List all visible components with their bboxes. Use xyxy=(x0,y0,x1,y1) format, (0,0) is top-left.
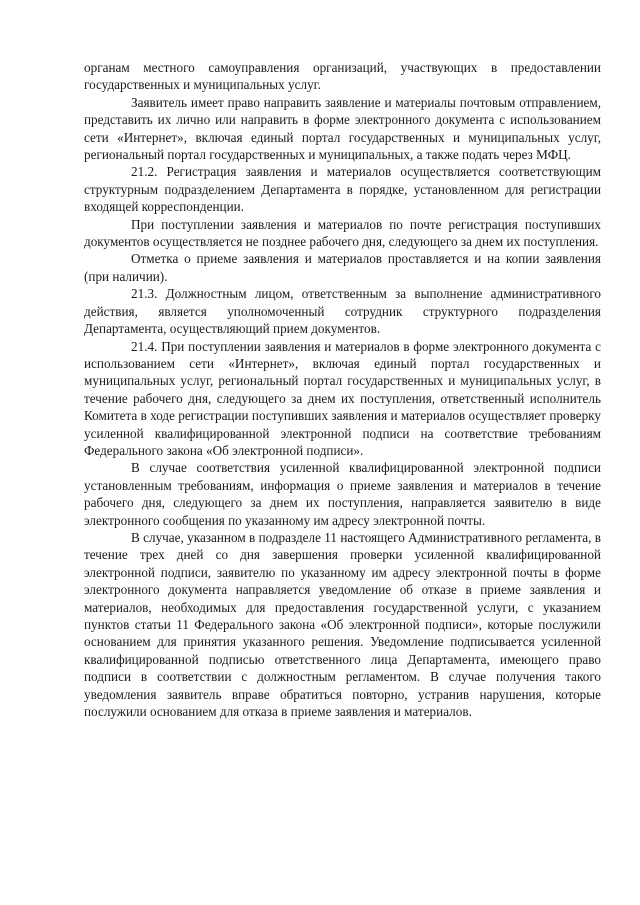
paragraph-receipt-mark: Отметка о приеме заявления и материалов проставляется и на копии заявления (при наличии). xyxy=(84,251,601,284)
document-page xyxy=(84,59,601,720)
paragraph-continuation: органам местного самоуправления организаций, участвующих в предоставлении государственных и муниципальных услуг. xyxy=(84,60,601,93)
paragraph-21-3-responsible: 21.3. Должностным лицом, ответственным за выполнение административного действия, является уполномоченный сотрудник структурного подразделения Департамента, осуществляющий прием документов. xyxy=(84,286,601,337)
paragraph-applicant-rights: Заявитель имеет право направить заявление и материалы почтовым отправлением, представить их лично или направить в форме электронного документа с использованием сети «Интернет», включая единый портал государственных и муниципальных услуг, региональный портал государственных и муниципальных, а также подать через МФЦ. xyxy=(84,94,601,163)
paragraph-signature-valid: В случае соответствия усиленной квалифицированной электронной подписи установленным требованиям, информация о приеме заявления и материалов в течение рабочего дня, следующего за днем их поступления, направляется заявителю в виде электронного сообщения по указанному им адресу электронной почты. xyxy=(84,460,601,528)
paragraph-mail-registration: При поступлении заявления и материалов по почте регистрация поступивших документов осуществляется не позднее рабочего дня, следующего за днем их поступления. xyxy=(84,216,601,250)
paragraph-21-2-registration: 21.2. Регистрация заявления и материалов осуществляется соответствующим структурным подразделением Департамента в порядке, установленном для регистрации входящей корреспонденции. xyxy=(84,164,601,215)
paragraph-refusal-notice: В случае, указанном в подразделе 11 настоящего Административного регламента, в течение трех дней со дня завершения проверки усиленной квалифицированной электронной подписи, заявителю по указанному им адресу электронной почты в форме электронного документа направляется уведомление об отказе в приеме заявления и материалов, необходимых для предоставления государственной услуги, с указанием пунктов статьи 11 Федерального закона «Об электронной подписи», которые послужили основанием для принятия указанного решения. Уведомление подписывается усиленной квалифицированной подписью ответственного лица Департамента, имеющего право подписи в соответствии с должностным регламентом. В случае получения такого уведомления заявитель вправе обратиться повторно, устранив нарушения, которые послужили основанием для отказа в приеме заявления и материалов. xyxy=(84,529,601,720)
paragraph-21-4-electronic: 21.4. При поступлении заявления и материалов в форме электронного документа с использованием сети «Интернет», включая единый портал государственных и муниципальных услуг, региональный портал государственных и муниципальных услуг, в течение рабочего дня, следующего за днем их поступления, ответственный исполнитель Комитета в ходе регистрации поступивших заявления и материалов осуществляет проверку усиленной квалифицированной электронной подписи на соответствие требованиям Федерального закона «Об электронной подписи». xyxy=(84,338,601,458)
